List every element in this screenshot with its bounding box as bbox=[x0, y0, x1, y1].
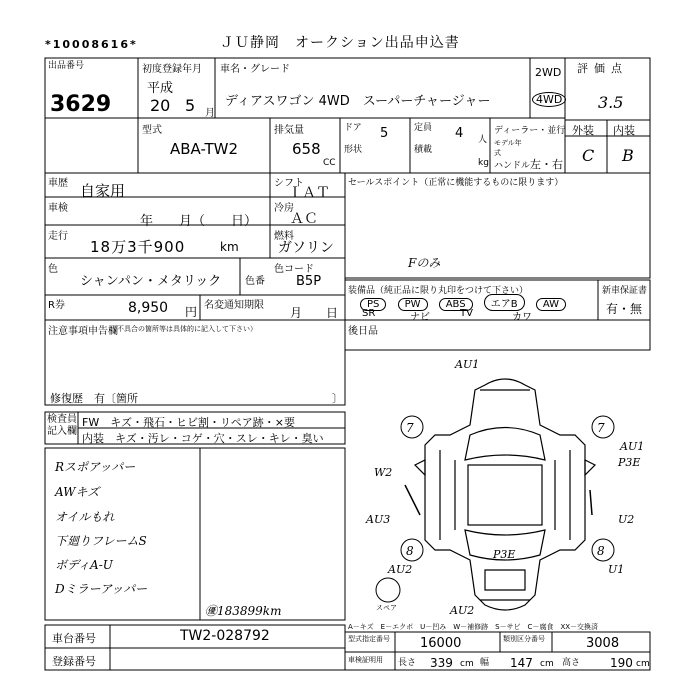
width-label: 幅 bbox=[480, 658, 490, 668]
history-label: 車歴 bbox=[48, 178, 68, 189]
diagram-mark: U2 bbox=[618, 513, 635, 526]
spare-label: スペア bbox=[376, 604, 397, 612]
equip-pw: PW bbox=[398, 298, 428, 311]
diagram-mark: 7 bbox=[406, 421, 414, 435]
drive-4wd-selected: 4WD bbox=[532, 92, 566, 107]
interior-label: 内装 bbox=[613, 124, 635, 137]
exterior-grade: C bbox=[582, 146, 595, 165]
car-diagram bbox=[360, 365, 650, 630]
shape-label: 形状 bbox=[344, 145, 363, 155]
height-value: 190 bbox=[610, 656, 633, 670]
doors-label: ドア bbox=[344, 123, 362, 133]
inspector-label: 検査員記入欄 bbox=[47, 414, 77, 437]
repair-history-label: 修復歴 有〔箇所 bbox=[50, 392, 138, 405]
dealer-label: ディーラー・並行 bbox=[494, 126, 566, 136]
diagram-mark: P3E bbox=[493, 548, 516, 561]
equip-leather: カワ bbox=[512, 312, 532, 323]
lot-number: 3629 bbox=[50, 92, 112, 117]
handwritten-note: AWキズ bbox=[55, 485, 100, 499]
model-year-label: モデル年式 bbox=[494, 139, 522, 157]
chassis-label: 車台番号 bbox=[52, 632, 96, 645]
sales-points-note: Fのみ bbox=[408, 256, 441, 270]
diagram-mark: AU1 bbox=[620, 440, 645, 453]
registration-label: 初度登録年月 bbox=[142, 64, 202, 75]
recycle-value: 8,950 bbox=[128, 300, 169, 316]
equip-aw: AW bbox=[536, 298, 566, 311]
diagram-mark: AU2 bbox=[388, 563, 413, 576]
fuel-label: 燃料 bbox=[274, 231, 294, 242]
color-label: 色 bbox=[48, 264, 58, 275]
capacity-value: 4 bbox=[455, 126, 464, 141]
equip-abs: ABS bbox=[439, 298, 473, 311]
diagram-mark: U1 bbox=[608, 563, 625, 576]
vehicle-name: ディアスワゴン 4WD スーパーチャージャー bbox=[225, 94, 491, 109]
handwritten-note: Rスポアッパー bbox=[55, 460, 136, 474]
displacement-value: 658 bbox=[292, 140, 321, 158]
shift-value: ＩＡＴ bbox=[288, 185, 330, 201]
diagram-mark: AU2 bbox=[450, 604, 475, 617]
vehicle-name-label: 車名・グレード bbox=[220, 64, 290, 75]
repair-history-close: 〕 bbox=[332, 392, 343, 405]
inspector-row1: FW キズ・飛石・ヒビ割・リペア跡・×要 bbox=[82, 416, 295, 429]
diagram-mark: 8 bbox=[597, 544, 605, 558]
handwritten-note: 下廻りフレームS bbox=[55, 534, 147, 548]
form-title: ＪＵ静岡 オークション出品申込書 bbox=[220, 35, 460, 51]
model-value: ABA-TW2 bbox=[170, 140, 239, 158]
handwritten-note: ボディA-U bbox=[55, 558, 113, 572]
damage-legend: A－キズ E－エクボ U－凹み W－補修跡 S－サビ C－腐食 XX－交換済 bbox=[348, 623, 599, 631]
notes-label: 注意事項申告欄 bbox=[48, 326, 118, 337]
height-unit: cm bbox=[636, 659, 650, 669]
lot-label: 出品番号 bbox=[48, 61, 85, 71]
inspection-label: 車検 bbox=[48, 203, 68, 214]
odometer-note: ㊝183899km bbox=[205, 604, 282, 618]
chassis-value: TW2-028792 bbox=[180, 628, 270, 644]
displacement-label: 排気量 bbox=[274, 125, 304, 136]
deadline-label: 名変通知期限 bbox=[204, 300, 264, 311]
history-value: 自家用 bbox=[80, 182, 126, 200]
diagram-mark: AU1 bbox=[455, 358, 480, 371]
mileage-label: 走行 bbox=[48, 231, 68, 242]
recycle-label: R券 bbox=[48, 300, 65, 311]
sales-points-label: セールスポイント（正常に機能するものに限ります） bbox=[348, 178, 564, 188]
length-value: 339 bbox=[430, 656, 453, 670]
deadline-value: 月 日 bbox=[290, 306, 339, 320]
registration-year: 20 bbox=[150, 96, 171, 115]
handle-value: 左・右 bbox=[530, 158, 563, 171]
diagram-mark: 7 bbox=[597, 421, 605, 435]
equip-tv: TV bbox=[460, 308, 473, 319]
length-label: 長さ bbox=[398, 658, 417, 668]
load-label: 積載 bbox=[414, 145, 433, 155]
capacity-label: 定員 bbox=[414, 123, 433, 133]
handwritten-note: Dミラーアッパー bbox=[55, 582, 148, 596]
recycle-unit: 円 bbox=[185, 305, 198, 319]
registration-month: 5 bbox=[185, 96, 196, 115]
capacity-unit: 人 bbox=[478, 135, 488, 145]
width-value: 147 bbox=[510, 656, 533, 670]
diagram-mark: P3E bbox=[618, 456, 641, 469]
class-no-value: 3008 bbox=[586, 636, 620, 651]
equipment-label: 装備品（純正品に限り丸印をつけて下さい） bbox=[348, 286, 529, 296]
aircon-value: ＡＣ bbox=[290, 211, 318, 227]
equip-sr: SR bbox=[362, 308, 376, 319]
equip-ps: PS bbox=[360, 298, 386, 311]
warranty-label: 新車保証書 bbox=[602, 286, 648, 296]
color-code-value: B5P bbox=[296, 274, 322, 289]
shift-label: シフト bbox=[274, 178, 304, 189]
rear-items-label: 後日品 bbox=[348, 326, 378, 337]
color-value: シャンパン・メタリック bbox=[80, 274, 222, 289]
drive-2wd: 2WD bbox=[535, 66, 562, 79]
class-no-label: 類別区分番号 bbox=[503, 635, 545, 643]
color-code-label: 色番 bbox=[245, 276, 265, 287]
fuel-value: ガソリン bbox=[278, 240, 334, 256]
grade-score: 3.5 bbox=[598, 93, 624, 112]
exterior-label: 外装 bbox=[572, 124, 594, 137]
interior-grade: B bbox=[622, 146, 634, 165]
warranty-value: 有・無 bbox=[606, 302, 643, 316]
length-unit: cm bbox=[460, 659, 474, 669]
diagram-mark: W2 bbox=[374, 466, 393, 479]
diagram-mark: AU3 bbox=[366, 513, 391, 526]
diagram-mark: 8 bbox=[406, 544, 414, 558]
registration-month-unit: 月 bbox=[205, 108, 215, 119]
notes-sub: （不具合の箇所等は具体的に記入して下さい） bbox=[110, 325, 257, 333]
inspection-value: 年 月（ 日） bbox=[140, 214, 258, 229]
cert-label: 車検証明用 bbox=[348, 656, 383, 664]
equip-navi: ナビ bbox=[410, 312, 430, 323]
registration-number-label: 登録番号 bbox=[52, 655, 96, 668]
model-label: 型式 bbox=[142, 125, 162, 136]
height-label: 高さ bbox=[562, 658, 581, 668]
width-unit: cm bbox=[540, 659, 554, 669]
inspector-row2: 内装 キズ・汚レ・コゲ・穴・スレ・キレ・臭い bbox=[82, 432, 324, 445]
mileage-value: 18万3千900 bbox=[90, 238, 186, 256]
displacement-unit: CC bbox=[323, 158, 336, 168]
barcode-text: *10008616* bbox=[45, 38, 138, 51]
registration-era: 平成 bbox=[147, 81, 174, 96]
mileage-unit: km bbox=[220, 240, 239, 254]
doors-value: 5 bbox=[380, 126, 389, 141]
type-no-label: 型式指定番号 bbox=[348, 635, 390, 643]
load-unit: kg bbox=[478, 158, 489, 168]
color-code-head: 色コード bbox=[274, 264, 314, 275]
score-label: 評価点 bbox=[577, 62, 628, 75]
aircon-label: 冷房 bbox=[274, 203, 294, 214]
handle-label: ハンドル bbox=[494, 161, 531, 171]
type-no-value: 16000 bbox=[420, 636, 462, 651]
equip-airbag: エアB bbox=[484, 294, 525, 311]
handwritten-note: オイルもれ bbox=[55, 510, 115, 524]
